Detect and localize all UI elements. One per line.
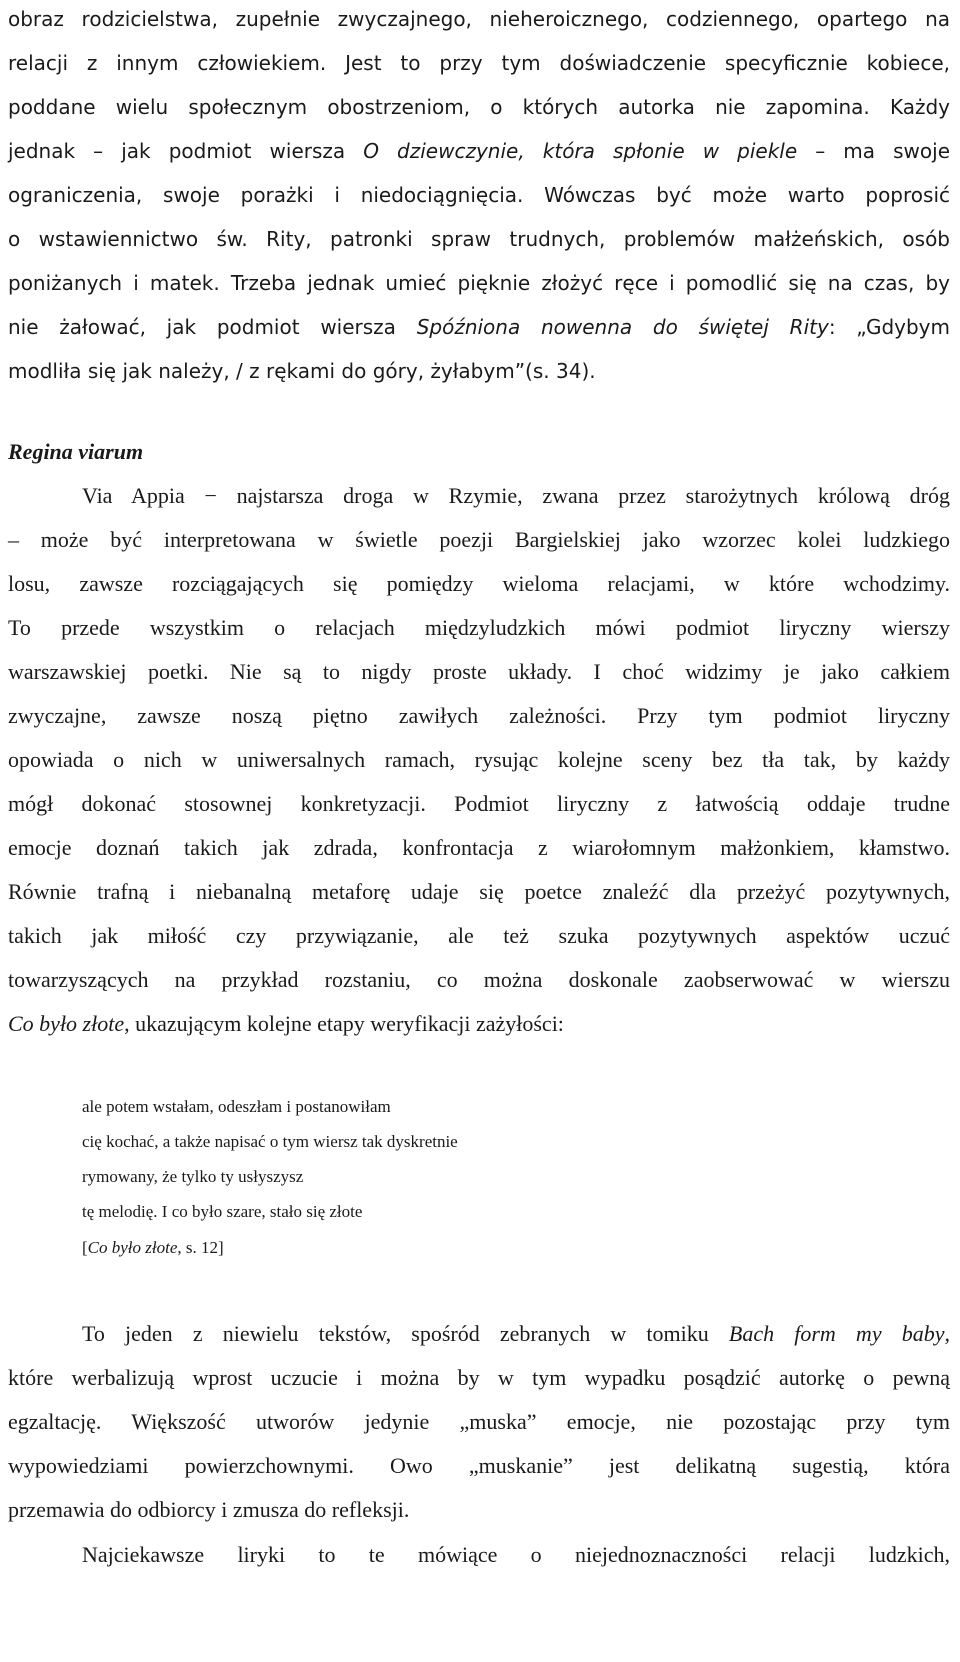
- text-line: mógł dokonać stosownej konkretyzacji. Podmiot liryczny z łatwością oddaje trudne: [8, 791, 950, 816]
- text-line: Via Appia − najstarsza droga w Rzymie, zwana przez starożytnych królową dróg: [82, 483, 950, 508]
- section-heading: Regina viarum: [8, 439, 144, 464]
- text-line: emocje doznań takich jak zdrada, konfrontacja z wiarołomnym małżonkiem, kłamstwo.: [8, 835, 950, 860]
- text-line: towarzyszących na przykład rozstaniu, co można doskonale zaobserwować w wierszu: [8, 967, 950, 992]
- text-line: które werbalizują wprost uczucie i można by w tym wypadku posądzić autorkę o pewną: [8, 1365, 950, 1390]
- poem-line: cię kochać, a także napisać o tym wiersz tak dyskretnie: [82, 1132, 458, 1151]
- text-line: warszawskiej poetki. Nie są to nigdy proste układy. I choć widzimy je jako całkiem: [8, 659, 950, 684]
- poem-line: rymowany, że tylko ty usłyszysz: [82, 1167, 304, 1186]
- poem-title: O dziewczynie, która spłonie w piekle: [363, 139, 798, 163]
- poem-title: Co było złote: [8, 1011, 125, 1036]
- text-line: przemawia do odbiorcy i zmusza do refleksji.: [8, 1497, 410, 1522]
- text-line: nie żałować, jak podmiot wiersza Spóźniona nowenna do świętej Rity: „Gdybym: [8, 315, 950, 339]
- text-line: o wstawiennictwo św. Rity, patronki spraw trudnych, problemów małżeńskich, osób: [8, 227, 950, 251]
- text-line: Co było złote, ukazującym kolejne etapy weryfikacji zażyłości:: [8, 1011, 564, 1036]
- text-line: takich jak miłość czy przywiązanie, ale też szuka pozytywnych aspektów uczuć: [8, 923, 950, 948]
- text-line: ograniczenia, swoje porażki i niedociągnięcia. Wówczas być może warto poprosić: [8, 183, 950, 207]
- text-line: modliła się jak należy, / z rękami do góry, żyłabym”(s. 34).: [8, 359, 596, 383]
- poem-title: Co było złote: [87, 1238, 178, 1257]
- poem-citation: [Co było złote, s. 12]: [82, 1238, 224, 1257]
- text-line: losu, zawsze rozciągających się pomiędzy wieloma relacjami, w które wchodzimy.: [8, 571, 950, 596]
- text-line: – może być interpretowana w świetle poezji Bargielskiej jako wzorzec kolei ludzkiego: [8, 527, 950, 552]
- text-line: To przede wszystkim o relacjach międzyludzkich mówi podmiot liryczny wierszy: [8, 615, 950, 640]
- text-line: Równie trafną i niebanalną metaforę udaje się poetce znaleźć dla przeżyć pozytywnych,: [8, 879, 950, 904]
- poem-title: Spóźniona nowenna do świętej Rity: [416, 315, 829, 339]
- text-line: relacji z innym człowiekiem. Jest to przy tym doświadczenie specyficznie kobiece,: [8, 51, 950, 75]
- poem-line: ale potem wstałam, odeszłam i postanowiłam: [82, 1097, 391, 1116]
- text-line: Najciekawsze liryki to te mówiące o niejednoznaczności relacji ludzkich,: [82, 1542, 950, 1567]
- text-line: poddane wielu społecznym obostrzeniom, o których autorka nie zapomina. Każdy: [8, 95, 950, 119]
- text-line: obraz rodzicielstwa, zupełnie zwyczajnego, nieheroicznego, codziennego, opartego na: [8, 7, 950, 31]
- book-title: Bach form my baby: [728, 1321, 945, 1346]
- text-line: zwyczajne, zawsze noszą piętno zawiłych zależności. Przy tym podmiot liryczny: [8, 703, 950, 728]
- text-line: poniżanych i matek. Trzeba jednak umieć pięknie złożyć ręce i pomodlić się na czas, by: [8, 271, 950, 295]
- text-line: egzaltację. Większość utworów jedynie „muska” emocje, nie pozostając przy tym: [8, 1409, 950, 1434]
- poem-line: tę melodię. I co było szare, stało się złote: [82, 1202, 363, 1221]
- text-line: opowiada o nich w uniwersalnych ramach, rysując kolejne sceny bez tła tak, by każdy: [8, 747, 950, 772]
- text-line: jednak – jak podmiot wiersza O dziewczynie, która spłonie w piekle – ma swoje: [8, 139, 950, 163]
- text-line: To jeden z niewielu tekstów, spośród zebranych w tomiku Bach form my baby,: [82, 1321, 950, 1346]
- text-line: wypowiedziami powierzchownymi. Owo „muskanie” jest delikatną sugestią, która: [8, 1453, 950, 1478]
